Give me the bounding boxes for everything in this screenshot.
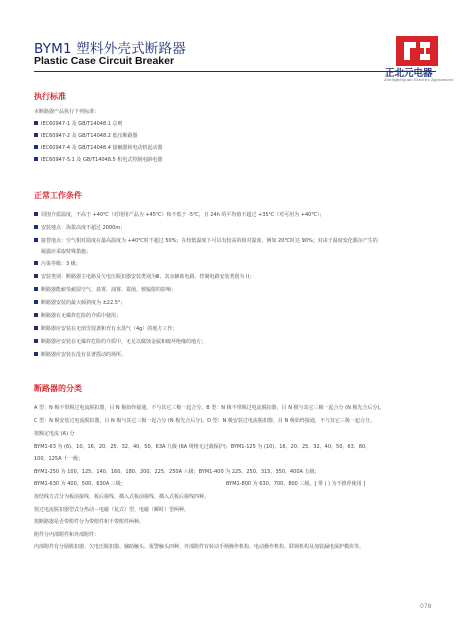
condition-item: 断路器安装的最大倾斜度为 ±22.5°； <box>34 299 125 306</box>
page-title-cn: BYM1 塑料外壳式断路器 <box>34 41 186 57</box>
condition-item: 断路器应安装在无爆炸危险的介质中，无足以腐蚀金属和破坏绝缘的地方； <box>34 338 206 345</box>
condition-item: 断路器应安装在没有显著摇动的场所。 <box>34 351 126 358</box>
condition-item: 断路器能耐受耐湿空气、盐雾、油雾、霉菌、核辐射的影响； <box>34 286 176 293</box>
class-line: 按断路器是否带附件分为带附件和不带附件两种。 <box>34 519 145 525</box>
class-line: 内部附件有分励脱扣器、欠电压脱扣器、辅助触头、报警触头四种，外部附件有转动手柄操作机构、电动操作机构、联锁机构及加装漏电保护模块等。 <box>34 544 365 550</box>
condition-item: 污染等级：3 级； <box>34 260 81 267</box>
section-heading-conditions: 正常工作条件 <box>34 191 82 200</box>
section-heading-standards: 执行标准 <box>34 92 66 101</box>
condition-item-continued: 凝露应采取特殊措施； <box>41 249 92 255</box>
condition-item: 断路器应安装在无雨雪侵袭和充有水蒸气（4g）的地方工作； <box>34 325 177 332</box>
section-heading-classes: 断路器的分类 <box>34 384 82 393</box>
page-title-en: Plastic Case Circuit Breaker <box>34 55 175 67</box>
logo-name-cn: 正北元电器 <box>385 68 433 79</box>
condition-item: 安装地点：海拔高度不超过 2000m； <box>34 224 125 231</box>
class-line: BYM1-630 为 400、500、630A 三级； <box>34 481 126 487</box>
class-line: 按额定电流 (A) 分 <box>34 431 75 437</box>
class-line: BYM1-250 为 100、125、140、160、180、200、225、250A 八级；BYM1-400 为 225、250、315、350、400A 五级； <box>34 469 320 475</box>
class-line: 附件分内部附件和外部附件： <box>34 532 100 538</box>
standard-item: IEC60947-5.1 及 GB/T14048.5 机电式控制电路电器 <box>34 156 162 163</box>
standard-item: IEC60947-4 及 GB/T14048.4 接触器和电动机起动器 <box>34 144 163 151</box>
class-line: BYM1-800 为 630、700、800 三级。[ 带 ( ) 为不推荐使用 ] <box>226 481 366 487</box>
standards-intro: 本断路器产品执行下列标准： <box>34 109 100 115</box>
class-line: C 型：N 极安装过电流脱扣器，目 N 极与其它三极一起合分 (N 极先合后分)。D 型：N 极安装过电流脱扣器，目 N 极始终接通，不与其它三极一起合分。 <box>34 418 375 424</box>
class-line: 按结线方式分为板前接线、板后接线、插入式板前接线、插入式板后接线四种。 <box>34 494 210 500</box>
page-number: 078 <box>420 603 432 610</box>
title-rule <box>34 71 436 72</box>
standard-item: IEC60947-1 及 GB/T14048.1 总则 <box>34 120 123 127</box>
condition-item: 接替地点：空气相对温度在最高温度为 +40℃时不超过 50%；在较低温度下可以有较高的相对温度，例如 20℃时达 90%；对由于温度变化偶尔产生的 <box>34 237 378 244</box>
standard-item: IEC60947-2 及 GB/T14048.2 低压断路器 <box>34 132 138 139</box>
company-logo-icon <box>396 36 438 66</box>
class-line: BYM1-63 为 (6)、10、16、20、25、32、40、50、63A 九级 (6A 规格无过载保护)；BYM1-125 为 (10)、16、20、25、32、40、50、63、80、 <box>34 444 371 450</box>
condition-item: 安装类别：断路器主电路及欠电压脱扣器安装类别为Ⅲ，其余辅助电路、控制电路安装类别为 II； <box>34 273 254 280</box>
condition-item: 断路器在无爆炸危险的介质中使用； <box>34 312 121 319</box>
logo-name-en: Zhengbeiyuan Electric Appliances <box>384 77 454 82</box>
class-line: 100、125A 十一级； <box>34 456 84 462</box>
class-line: A 型：N 极不带脱过电流脱扣器，目 N 极始终接通，不与其它三极一起合分。B 型：N 极不带脱过电流脱扣器，目 N 极与其它三极一起合分 (N 极先合后分)。 <box>34 405 385 411</box>
condition-item: 周围介质温度，不高于 +40℃（对现用产品为 +45℃）和不低于 -5℃，且 24h 的平均值不超过 +35℃（对可用为 +40℃）； <box>34 211 324 218</box>
class-line: 按过电流脱扣器型式分热动－电磁（复式）型、电磁（瞬时）型两种。 <box>34 507 190 513</box>
